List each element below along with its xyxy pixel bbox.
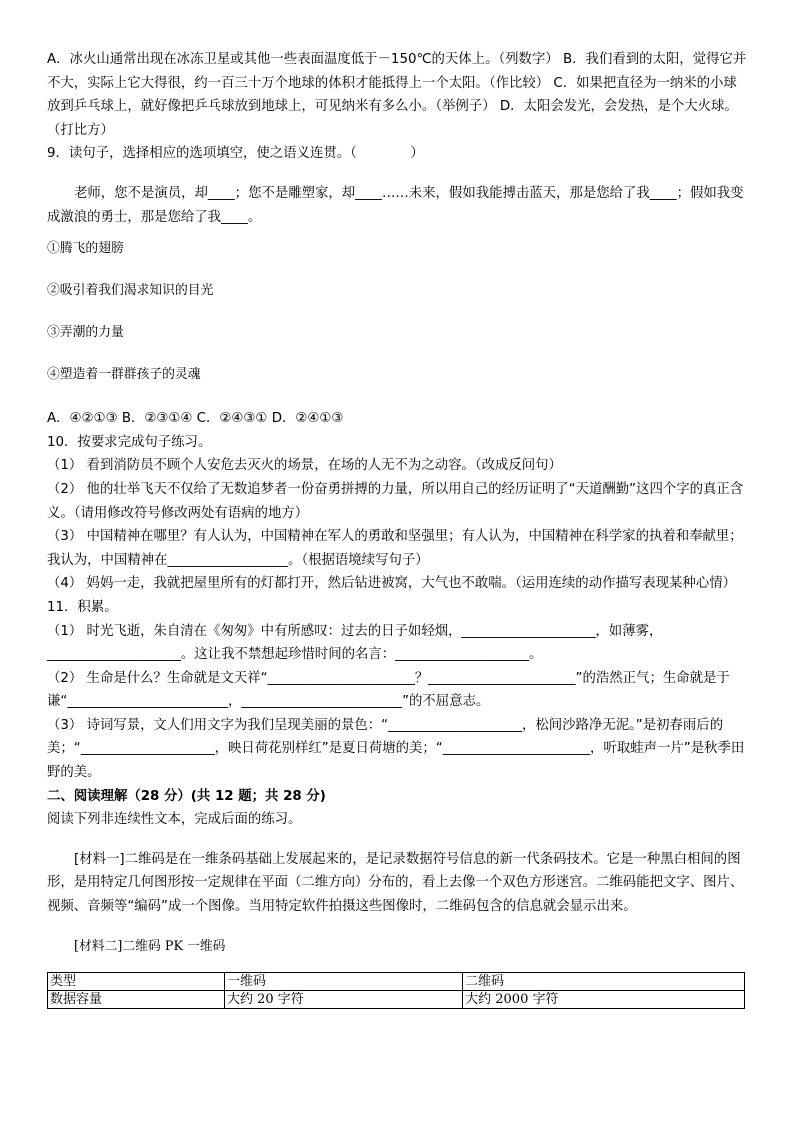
material-1: [材料一]二维码是在一维条码基础上发展起来的，是记录数据符号信息的新一代条码技术。它是一种黑白相间的图形，是用特定几何图形按一定规律在平面（二维方向）分布的，看上去像一个双色方形迷宫。二维码能把文字、图片、视频、音频等“编码”成一个图像。当用特定软件拍摄这些图像时，二维码包含的信息就会显示出来。 <box>47 851 744 915</box>
q9-passage: 老师，您不是演员，却____；您不是雕塑家，却____……未来，假如我能搏击蓝天，那是您给了我____；假如我变成激浪的勇士，那是您给了我____。 <box>47 185 744 225</box>
section-2-title: 二、阅读理解（28 分）(共 12 题；共 28 分) <box>47 788 326 804</box>
q10-item-4: （4） 妈妈一走，我就把屋里所有的灯都打开，然后钻进被窝，大气也不敢喘。（运用连续的动作描写表现某种心情） <box>47 576 736 592</box>
q10-stem: 10．按要求完成句子练习。 <box>47 434 212 450</box>
table-cell: 大约 2000 字符 <box>463 991 745 1009</box>
q11-item-3: （3） 诗词写景，文人们用文字为我们呈现美丽的景色：“____________________，松间沙路净无泥。”是初春雨后的美；“____________________，映日荷花别样红”是夏日荷塘的美；“______________________，听取蛙声一片”是秋季田野的美。 <box>47 717 745 781</box>
table-row <box>48 991 745 1009</box>
material-2-title: [材料二]二维码 PK 一维码 <box>74 938 226 954</box>
comparison-table <box>47 972 745 1009</box>
q9-item-3: ③弄潮的力量 <box>47 325 124 341</box>
section-2-intro: 阅读下列非连续性文本，完成后面的练习。 <box>47 812 302 828</box>
q11-item-1: （1） 时光飞逝，朱自清在《匆匆》中有所感叹：过去的日子如轻烟，____________________，如薄雾，____________________。这让我不禁想起珍惜时间的名言：____________________。 <box>47 623 663 663</box>
table-header-cell: 类型 <box>48 973 225 991</box>
q9-item-2: ②吸引着我们渴求知识的目光 <box>47 283 214 299</box>
q10-item-2: （2） 他的壮举飞天不仅给了无数追梦者一份奋勇拼搏的力量，所以用自己的经历证明了“天道酬勤”这四个字的真正含义。（请用修改符号修改两处有语病的地方） <box>47 481 744 521</box>
table-header-cell: 二维码 <box>463 973 745 991</box>
q10-item-3: （3） 中国精神在哪里？有人认为，中国精神在军人的勇敢和坚强里；有人认为，中国精神在科学家的执着和奉献里；我认为，中国精神在__________________。（根据语境续写句子） <box>47 529 743 568</box>
q9-stem: 9．读句子，选择相应的选项填空，使之语义连贯。（ ） <box>47 146 424 162</box>
table-header-cell: 一维码 <box>224 973 462 991</box>
table-cell: 大约 20 字符 <box>224 991 462 1009</box>
q11-stem: 11．积累。 <box>47 599 118 615</box>
exam-page <box>47 48 747 1009</box>
table-header-row <box>48 973 745 991</box>
table-cell: 数据容量 <box>48 991 225 1009</box>
q11-item-2: （2） 生命是什么？生命就是文天祥“______________________？______________________”的浩然正气；生命就是于谦“________________________，________________________”的不屈意志。 <box>47 670 730 710</box>
q8-options: A．冰火山通常出现在冰冻卫星或其他一些表面温度低于－150℃的天体上。（列数字） B．我们看到的太阳，觉得它并不大，实际上它大得很，约一百三十万个地球的体积才能抵得上一个太阳。（作比较） C．如果把直径为一纳米的小球放到乒乓球上，就好像把乒乓球放到地球上，可见纳米有多么小。（举例子） D．太阳会发光，会发热，是个大火球。（打比方） <box>47 52 747 138</box>
q9-item-4: ④塑造着一群群孩子的灵魂 <box>47 367 201 383</box>
q9-answers: A．④②①③ B．②③①④ C．②④③① D．②④①③ <box>47 411 344 427</box>
q10-item-1: （1） 看到消防员不顾个人安危去灭火的场景，在场的人无不为之动容。（改成反问句） <box>47 458 562 474</box>
q9-item-1: ①腾飞的翅膀 <box>47 241 124 257</box>
